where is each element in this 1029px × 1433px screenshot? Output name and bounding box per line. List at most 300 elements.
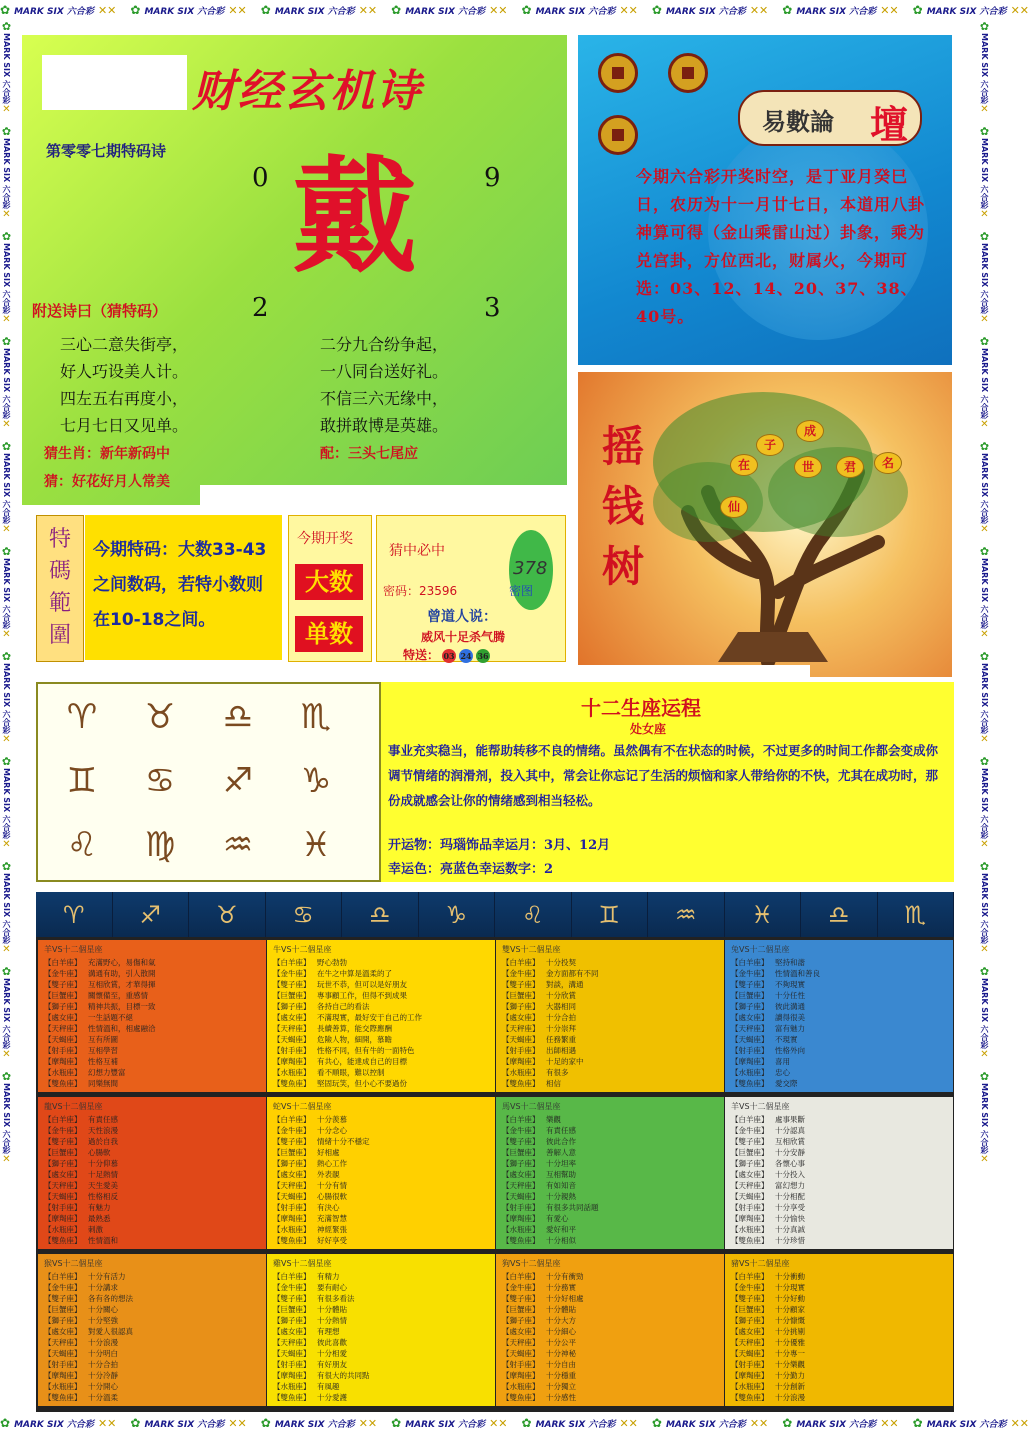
zodiac-strip-icon: ♒ [648, 892, 725, 937]
compat-cell [725, 1097, 953, 1249]
compat-sign: 【雙子座】 [273, 980, 311, 989]
flower-icon: ✿ [0, 755, 13, 768]
compat-row [44, 1337, 260, 1348]
compat-sign: 【金牛座】 [502, 1283, 540, 1292]
poem-line: 七月七日又见单。 [60, 416, 189, 435]
banner-text: 易數論 [762, 107, 834, 136]
compat-sign: 【水瓶座】 [273, 1225, 311, 1234]
flower-icon: ✿ [978, 860, 991, 873]
compat-cell-head: 龍VS十二個星座 [44, 1102, 103, 1111]
cross-icon: ✕ [1, 944, 12, 955]
compat-note: 十分安靜 [775, 1148, 805, 1157]
compat-row [502, 1136, 718, 1147]
compat-note: 讀得很美 [775, 1013, 805, 1022]
border-brand-text: MARK SIX 六合彩 [274, 1419, 355, 1430]
compat-note: 十分相似 [546, 1236, 576, 1245]
cross-icon: ✕ [979, 944, 990, 955]
compat-row [273, 1034, 489, 1045]
compat-row [273, 1136, 489, 1147]
border-brand-text: MARK SIX 六合彩 [796, 6, 877, 17]
lucky-item: 开运物：玛瑙饰品幸运月：3月、12月 [388, 838, 611, 853]
number-ball: 24 [460, 651, 472, 661]
zodiac-grid [36, 682, 381, 882]
compat-row [731, 1224, 947, 1235]
compat-sign: 【金牛座】 [44, 1126, 82, 1135]
digit-top-left: 0 [252, 163, 269, 193]
compat-row [44, 1381, 260, 1392]
border-brand [0, 1413, 116, 1433]
compat-note: 金方面都有不同 [546, 969, 599, 978]
border-brand [0, 20, 13, 115]
zodiac-strip-icon: ♑ [419, 892, 496, 937]
compat-row [731, 1304, 947, 1315]
compat-sign: 【金牛座】 [44, 1283, 82, 1292]
cross-icon: ✕✕ [489, 1416, 508, 1430]
compat-row [731, 1315, 947, 1326]
compat-row [731, 1213, 947, 1224]
border-brand-text: MARK SIX 六合彩 [980, 348, 989, 419]
compat-cell-head: 猴VS十二個星座 [44, 1259, 103, 1268]
compat-sign: 【天蝎座】 [502, 1035, 540, 1044]
zodiac-icon: ♈ [66, 697, 98, 737]
compat-sign: 【處女座】 [731, 1013, 769, 1022]
compat-row [731, 968, 947, 979]
cross-icon: ✕ [979, 314, 990, 325]
compat-sign: 【天秤座】 [731, 1181, 769, 1190]
compat-sign: 【射手座】 [44, 1360, 82, 1369]
open-box-big: 大数 [295, 564, 363, 600]
compat-sign: 【獅子座】 [731, 1316, 769, 1325]
compat-note: 有很多看法 [317, 1294, 355, 1303]
compat-sign: 【白羊座】 [44, 958, 82, 967]
flower-icon: ✿ [978, 335, 991, 348]
range-label-box [36, 515, 84, 662]
compat-row [273, 1067, 489, 1078]
compat-row [273, 1202, 489, 1213]
compat-note: 十分樂觀 [775, 1360, 805, 1369]
compat-sign: 【獅子座】 [44, 1002, 82, 1011]
compat-sign: 【天蝎座】 [502, 1192, 540, 1201]
compat-row [44, 1045, 260, 1056]
compat-note: 十分愛護 [317, 1393, 347, 1402]
border-brand [0, 0, 116, 20]
border-brand-text: MARK SIX 六合彩 [144, 1419, 225, 1430]
compat-row [44, 1001, 260, 1012]
compat-row [731, 1235, 947, 1246]
compat-note: 十分坦率 [546, 1159, 576, 1168]
poem-line: 敢拼敢博是英雄。 [320, 416, 449, 435]
compat-note: 看不順眼，難以控制 [317, 1068, 385, 1077]
compat-sign: 【水瓶座】 [731, 1225, 769, 1234]
border-brand [522, 1413, 638, 1433]
border-brand-text: MARK SIX 六合彩 [2, 873, 11, 944]
compat-row [502, 1191, 718, 1202]
compat-sign: 【金牛座】 [273, 969, 311, 978]
zodiac-icon: ♊ [66, 761, 98, 801]
compat-row [273, 1191, 489, 1202]
compat-sign: 【天蝎座】 [273, 1192, 311, 1201]
compat-sign: 【巨蟹座】 [731, 1305, 769, 1314]
compat-note: 要有耐心 [317, 1283, 347, 1292]
compat-sign: 【雙魚座】 [44, 1079, 82, 1088]
compat-sign: 【摩羯座】 [273, 1214, 311, 1223]
horoscope-body: 事业充实稳当，能帮助转移不良的情绪。虽然偶有不在状态的时候，不过更多的时间工作都会变成你调节情绪的润滑剂，投入其中，常会让你忘记了生活的烦恼和家人带给你的不快，尤其在成功时，那份成就感会让你的情绪感到相当轻松。 [388, 743, 939, 808]
compat-row [273, 1213, 489, 1224]
compat-note: 善解人意 [546, 1148, 576, 1157]
compat-note: 十分大方 [546, 1316, 576, 1325]
compat-note: 玩世不恭，但可以是好朋友 [317, 980, 407, 989]
compat-note: 神經緊張 [317, 1225, 347, 1234]
compat-row [44, 1304, 260, 1315]
open-panel [288, 515, 372, 662]
compat-sign: 【雙魚座】 [731, 1236, 769, 1245]
compat-row [273, 1114, 489, 1125]
flower-icon: ✿ [978, 20, 991, 33]
compat-sign: 【雙子座】 [44, 1294, 82, 1303]
poem-line: 不信三六无缘中， [320, 389, 449, 408]
compat-note: 相信 [546, 1079, 561, 1088]
compat-sign: 【白羊座】 [502, 1272, 540, 1281]
compat-sign: 【天秤座】 [731, 1024, 769, 1033]
border-brand [782, 0, 898, 20]
zodiac-strip-icon: ♋ [266, 892, 343, 937]
border-brand [0, 965, 13, 1060]
compat-note: 精神共振，目標一致 [88, 1002, 156, 1011]
fruit-label: 成 [796, 420, 824, 442]
compat-row [44, 968, 260, 979]
compat-row [44, 1359, 260, 1370]
compat-note: 十分合拍 [88, 1360, 118, 1369]
cross-icon: ✕✕ [97, 1416, 117, 1430]
compat-sign: 【天秤座】 [44, 1024, 82, 1033]
compat-row [273, 1370, 489, 1381]
border-brand-text: MARK SIX 六合彩 [144, 6, 225, 17]
compat-row [44, 957, 260, 968]
digit-top-right: 9 [484, 163, 501, 193]
compat-sign: 【水瓶座】 [44, 1225, 82, 1234]
compat-note: 有很多 [546, 1068, 569, 1077]
border-brand [0, 860, 13, 955]
compat-row [44, 1034, 260, 1045]
fruit-label: 仙 [720, 496, 748, 518]
compat-row [502, 1158, 718, 1169]
compat-note: 十分念心 [317, 1126, 347, 1135]
compat-row [502, 1147, 718, 1158]
money-tree-title: 摇钱树 [602, 422, 645, 591]
flower-icon: ✿ [521, 1416, 532, 1430]
flower-icon: ✿ [651, 1416, 662, 1430]
compat-sign: 【金牛座】 [273, 1126, 311, 1135]
border-brand-text: MARK SIX 六合彩 [980, 453, 989, 524]
bottom-border [0, 1413, 1029, 1433]
cross-icon: ✕ [1, 209, 12, 220]
compat-cell [38, 1097, 266, 1249]
compat-row [731, 1337, 947, 1348]
compat-row [731, 1023, 947, 1034]
compat-sign: 【處女座】 [44, 1170, 82, 1179]
border-brand [261, 1413, 377, 1433]
compat-row [273, 1337, 489, 1348]
cross-icon: ✕ [1, 104, 12, 115]
border-brand [913, 1413, 1029, 1433]
compat-note: 有魅力 [88, 1203, 111, 1212]
border-brand-text: MARK SIX 六合彩 [14, 1419, 94, 1430]
border-brand-text: MARK SIX 六合彩 [980, 243, 989, 314]
compat-sign: 【獅子座】 [731, 1159, 769, 1168]
compat-note: 十分細心 [546, 1327, 576, 1336]
compat-note: 互相學習 [88, 1046, 118, 1055]
zodiac-icon: ♑ [300, 761, 332, 801]
flower-icon: ✿ [260, 1416, 271, 1430]
border-brand-text: MARK SIX 六合彩 [2, 453, 11, 524]
cross-icon: ✕✕ [749, 1416, 769, 1430]
yishu-text: 今期六合彩开奖时空，是丁亚月癸巳日，农历为十一月廿七日，本道用八卦神算可得（金山乘雷山过）卦象，乘为兑宫卦，方位西北，财属火，今期可选：03、12、14、20、37、38、40号。 [636, 167, 926, 326]
compat-note: 十分顧家 [775, 1305, 805, 1314]
compat-note: 有愛心 [546, 1214, 569, 1223]
compat-sign: 【獅子座】 [502, 1002, 540, 1011]
compat-cell [496, 940, 724, 1092]
compat-sign: 【射手座】 [44, 1203, 82, 1212]
poem-right [320, 331, 448, 439]
gift-label: 附送诗曰（猜特码） [32, 302, 168, 320]
compat-note: 樂觀 [546, 1115, 561, 1124]
compat-sign: 【金牛座】 [502, 969, 540, 978]
zodiac-strip-icon: ♌ [495, 892, 572, 937]
flower-icon: ✿ [391, 3, 402, 17]
compat-note: 愛交際 [775, 1079, 798, 1088]
zodiac-icon: ♏ [300, 697, 332, 737]
zodiac-strip-icon: ♎ [801, 892, 878, 937]
compat-note: 有決心 [317, 1203, 340, 1212]
yishu-panel [578, 35, 952, 365]
compat-row [273, 1326, 489, 1337]
compat-row [273, 1381, 489, 1392]
compat-row [502, 1224, 718, 1235]
border-brand [0, 1070, 13, 1165]
compat-sign: 【天秤座】 [44, 1338, 82, 1347]
compat-row [731, 957, 947, 968]
border-brand-text: MARK SIX 六合彩 [665, 6, 746, 17]
border-brand [978, 230, 991, 325]
fruit-label: 世 [794, 456, 822, 478]
compat-sign: 【獅子座】 [502, 1159, 540, 1168]
border-brand [913, 0, 1029, 20]
open-box-odd: 单数 [295, 616, 363, 652]
compat-sign: 【金牛座】 [731, 969, 769, 978]
compat-row [502, 1034, 718, 1045]
compat-note: 十分合拍 [546, 1013, 576, 1022]
compat-row [44, 979, 260, 990]
say-phrase: 威风十足杀气腾 [421, 630, 506, 644]
compat-note: 十分投契 [546, 958, 576, 967]
border-brand [978, 1070, 991, 1165]
compat-note: 刺激 [88, 1225, 103, 1234]
flower-icon: ✿ [651, 3, 662, 17]
digit-bottom-left: 2 [252, 293, 269, 323]
compat-row [731, 979, 947, 990]
compat-row [273, 1315, 489, 1326]
compat-note: 十分認真 [775, 1126, 805, 1135]
code-label: 密码：23596 [383, 584, 458, 598]
compat-row [44, 1213, 260, 1224]
compat-sign: 【巨蟹座】 [44, 1148, 82, 1157]
border-brand [391, 1413, 507, 1433]
compat-note: 互相欣賞，才華得揮 [88, 980, 156, 989]
border-brand-text: MARK SIX 六合彩 [926, 6, 1007, 17]
compat-sign: 【雙魚座】 [731, 1079, 769, 1088]
border-brand-text: MARK SIX 六合彩 [2, 1083, 11, 1154]
open-heading: 今期开奖 [297, 531, 353, 547]
compat-note: 心腸軟 [88, 1148, 111, 1157]
compat-row [502, 1235, 718, 1246]
cross-icon: ✕ [979, 629, 990, 640]
compat-row [731, 1293, 947, 1304]
compat-note: 忠心 [775, 1068, 790, 1077]
compat-sign: 【天秤座】 [502, 1181, 540, 1190]
cross-icon: ✕✕ [1010, 1416, 1029, 1430]
border-brand [978, 545, 991, 640]
zodiac-strip-icon: ♐ [113, 892, 190, 937]
cross-icon: ✕✕ [749, 3, 769, 17]
compat-row [273, 1045, 489, 1056]
compat-note: 專事顧工作，但得不到成果 [317, 991, 407, 1000]
compat-sign: 【獅子座】 [731, 1002, 769, 1011]
compat-row [44, 1125, 260, 1136]
compat-row [273, 1235, 489, 1246]
compat-sign: 【天秤座】 [44, 1181, 82, 1190]
compat-note: 情緒十分不穩定 [317, 1137, 370, 1146]
fruit-label: 子 [756, 434, 784, 456]
compat-note: 十分體貼 [317, 1305, 347, 1314]
border-brand [652, 0, 768, 20]
flower-icon: ✿ [0, 545, 13, 558]
issue-label: 第零零七期特码诗 [46, 142, 167, 160]
compat-sign: 【雙魚座】 [44, 1393, 82, 1402]
compat-note: 一生話題不絕 [88, 1013, 133, 1022]
compat-sign: 【雙魚座】 [273, 1079, 311, 1088]
compat-sign: 【水瓶座】 [502, 1225, 540, 1234]
compat-row [44, 1282, 260, 1293]
border-brand [391, 0, 507, 20]
compat-note: 十分任性 [775, 991, 805, 1000]
compat-sign: 【處女座】 [273, 1170, 311, 1179]
compat-row [731, 1348, 947, 1359]
compat-sign: 【射手座】 [502, 1360, 540, 1369]
compat-note: 彼此溝通 [775, 1002, 805, 1011]
compat-row [273, 1125, 489, 1136]
compat-row [731, 1359, 947, 1370]
compat-sign: 【天蝎座】 [731, 1192, 769, 1201]
fruit-label: 在 [730, 454, 758, 476]
compat-row [731, 1202, 947, 1213]
cross-icon: ✕✕ [880, 1416, 899, 1430]
compat-row [273, 1158, 489, 1169]
number-ball: 03 [443, 651, 455, 661]
flower-icon: ✿ [978, 440, 991, 453]
compat-sign: 【摩羯座】 [731, 1371, 769, 1380]
flower-icon: ✿ [0, 335, 13, 348]
compat-note: 野心勃勃 [317, 958, 347, 967]
compat-row [502, 979, 718, 990]
border-brand [978, 755, 991, 850]
compat-sign: 【水瓶座】 [502, 1382, 540, 1391]
compat-sign: 【天蝎座】 [44, 1192, 82, 1201]
border-brand-text: MARK SIX 六合彩 [980, 663, 989, 734]
compat-note: 各持自己的看法 [317, 1002, 370, 1011]
coin-icon [598, 53, 638, 93]
compat-sign: 【金牛座】 [502, 1126, 540, 1135]
cross-icon: ✕ [979, 1049, 990, 1060]
flower-icon: ✿ [260, 3, 271, 17]
compat-note: 有精力 [317, 1272, 340, 1281]
poem-title: 财经玄机诗 [192, 66, 422, 117]
compat-row [731, 1125, 947, 1136]
compat-row [731, 1326, 947, 1337]
compat-row [502, 1315, 718, 1326]
compat-sign: 【金牛座】 [273, 1283, 311, 1292]
zodiac-strip-icon: ♈ [36, 892, 113, 937]
compat-sign: 【天蝎座】 [502, 1349, 540, 1358]
banner-char: 壇 [870, 102, 909, 147]
compat-sign: 【獅子座】 [44, 1316, 82, 1325]
compat-note: 互相幫助 [546, 1170, 576, 1179]
cross-icon: ✕ [979, 1154, 990, 1165]
border-brand-text: MARK SIX 六合彩 [405, 6, 486, 17]
white-bar [200, 485, 575, 505]
compat-sign: 【白羊座】 [502, 958, 540, 967]
compat-note: 十分崇拜 [546, 1024, 576, 1033]
compat-note: 十分關心 [88, 1305, 118, 1314]
compat-sign: 【摩羯座】 [502, 1214, 540, 1223]
compat-row [44, 1169, 260, 1180]
compat-sign: 【摩羯座】 [502, 1057, 540, 1066]
zodiac-strip-icon: ♉ [189, 892, 266, 937]
compat-row [44, 1056, 260, 1067]
border-brand [978, 125, 991, 220]
compat-note: 愛好和平 [546, 1225, 576, 1234]
compat-row [731, 1136, 947, 1147]
compat-note: 性格不同，但有牛的一面特色 [317, 1046, 415, 1055]
flower-icon: ✿ [782, 1416, 793, 1430]
cross-icon: ✕✕ [358, 3, 378, 17]
compat-note: 對談，溝通 [546, 980, 584, 989]
flower-icon: ✿ [0, 965, 13, 978]
border-brand [0, 545, 13, 640]
compat-row [273, 1293, 489, 1304]
compat-row [502, 1114, 718, 1125]
compat-sign: 【天蝎座】 [731, 1035, 769, 1044]
compat-sign: 【獅子座】 [44, 1159, 82, 1168]
compat-sign: 【天蝎座】 [731, 1349, 769, 1358]
compat-sign: 【獅子座】 [273, 1316, 311, 1325]
compat-row [502, 1045, 718, 1056]
compat-row [273, 1271, 489, 1282]
compat-row [273, 1359, 489, 1370]
compat-note: 各懷心事 [775, 1159, 805, 1168]
compat-row [44, 1326, 260, 1337]
big-character: 戴 [292, 144, 417, 290]
money-tree-panel [578, 372, 952, 677]
border-brand [0, 440, 13, 535]
compat-note: 過於自我 [88, 1137, 118, 1146]
compat-icon-strip [36, 892, 954, 937]
compat-sign: 【水瓶座】 [731, 1382, 769, 1391]
compat-row [731, 1001, 947, 1012]
compat-note: 性情溫和善良 [775, 969, 820, 978]
flower-icon: ✿ [0, 20, 13, 33]
compat-note: 大器相同 [546, 1002, 576, 1011]
compat-note: 同樂無間 [88, 1079, 118, 1088]
